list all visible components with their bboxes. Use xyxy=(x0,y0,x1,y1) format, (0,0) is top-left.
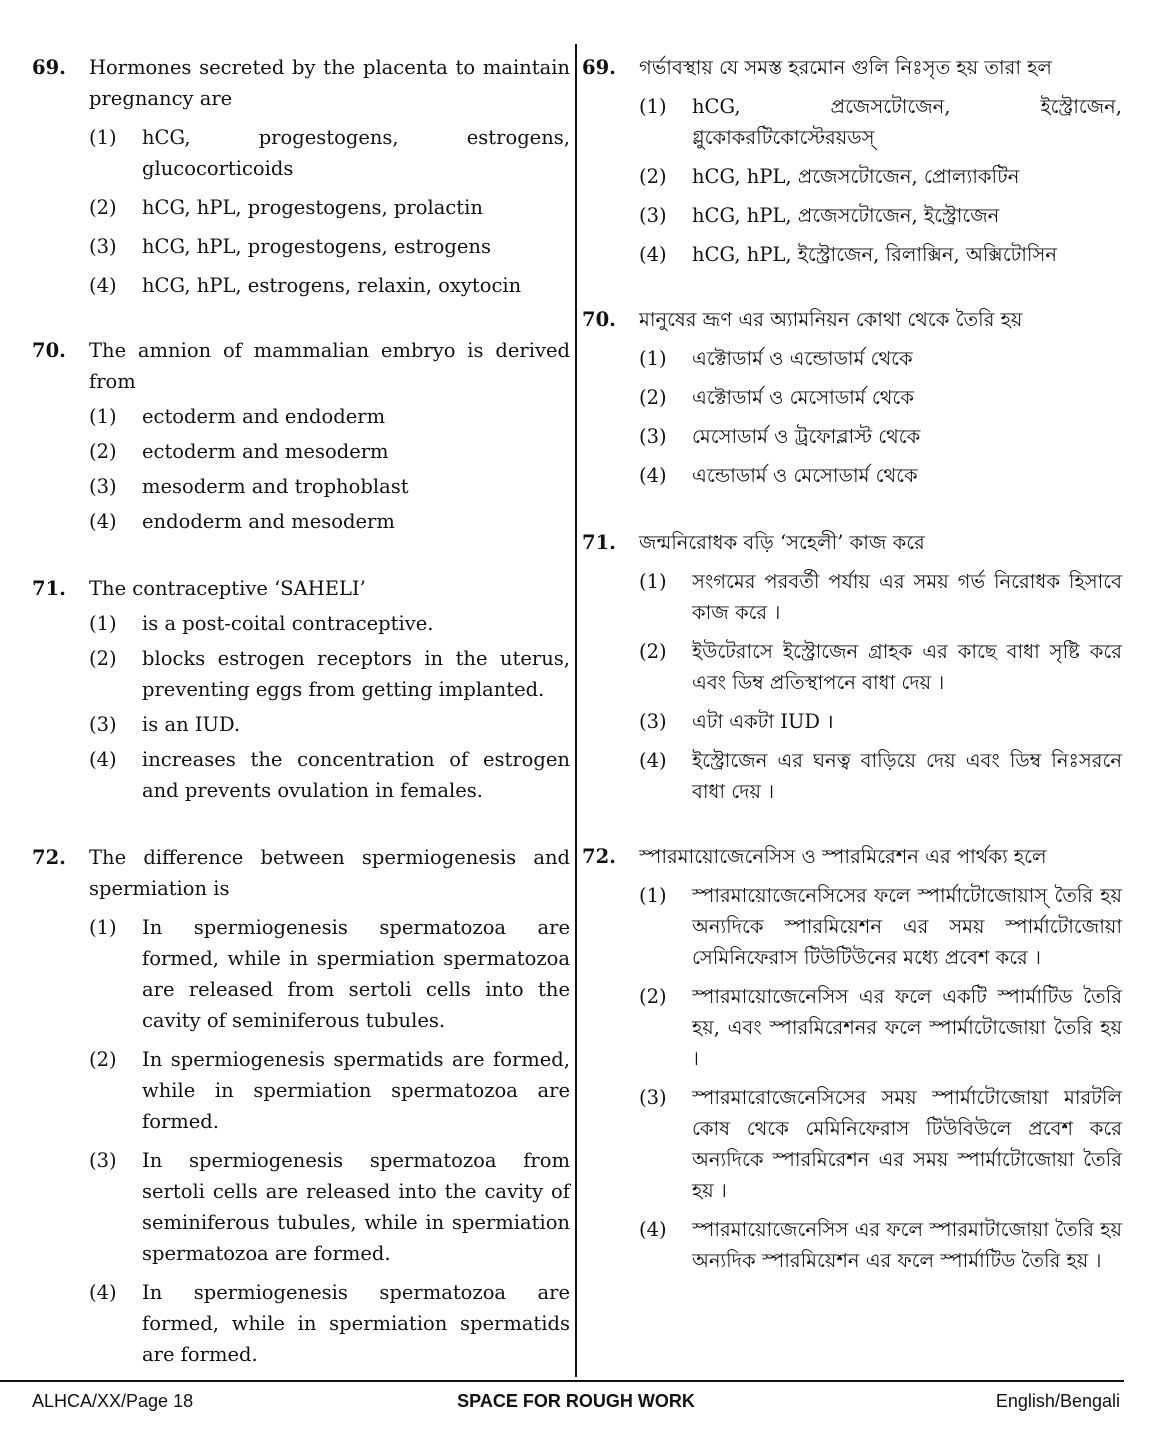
footer-rule xyxy=(0,1380,1124,1382)
option-number: (4) xyxy=(639,1218,667,1241)
option-number: (1) xyxy=(89,612,117,635)
option-text: blocks estrogen receptors in the uterus, preventing eggs from getting implanted. xyxy=(142,647,570,701)
question-text: জন্মনিরোধক বড়ি ‘সহেলী’ কাজ করে xyxy=(639,531,925,554)
option-text: hCG, hPL, প্রজেসটোজেন, ইস্ট্রোজেন xyxy=(692,204,1000,227)
option xyxy=(639,706,1122,737)
option xyxy=(639,239,1122,270)
option-text: মেসোডার্ম ও ট্রফোব্লাস্ট থেকে xyxy=(692,425,921,448)
option xyxy=(89,401,570,432)
column-divider xyxy=(575,44,577,1377)
option-text: In spermiogenesis spermatids are formed, while in spermiation spermatozoa are formed. xyxy=(142,1048,570,1133)
option xyxy=(639,636,1122,698)
option-number: (4) xyxy=(89,510,117,533)
option-number: (2) xyxy=(89,440,117,463)
option-number: (1) xyxy=(89,916,117,939)
option-number: (2) xyxy=(639,640,667,663)
footer-page-code: ALHCA/XX/Page 18 xyxy=(32,1391,194,1411)
option-text: hCG, hPL, প্রজেসটোজেন, প্রোল্যাকটিন xyxy=(692,165,1020,188)
question-number: 69. xyxy=(32,56,66,79)
option-text: এক্টোডার্ম ও মেসোডার্ম থেকে xyxy=(692,386,914,409)
option-number: (1) xyxy=(639,570,667,593)
question-70-bn xyxy=(582,304,1122,491)
option-number: (4) xyxy=(639,243,667,266)
option xyxy=(639,981,1122,1074)
option-text: is an IUD. xyxy=(142,713,241,736)
option xyxy=(89,1145,570,1269)
option xyxy=(639,382,1122,413)
option-text: স্পারমায়োজেনেসিস এর ফলে একটি স্পার্মাটিড তৈরি হয়, এবং স্পারমিরেশনর ফলে স্পার্মাটোজোয়া তৈরি হয় । xyxy=(692,985,1122,1070)
option-number: (4) xyxy=(639,749,667,772)
option-number: (4) xyxy=(639,464,667,487)
option xyxy=(639,343,1122,374)
footer-language: English/Bengali xyxy=(995,1391,1120,1411)
option xyxy=(89,471,570,502)
option xyxy=(639,1214,1122,1276)
option xyxy=(639,745,1122,807)
question-text: মানুষের ভ্রূণ এর অ্যামনিয়ন কোথা থেকে তৈরি হয় xyxy=(639,308,1023,331)
question-71-bn xyxy=(582,527,1122,807)
option-number: (3) xyxy=(89,475,117,498)
question-70-en xyxy=(32,335,570,537)
option-text: hCG, প্রজেসটোজেন, ইস্ট্রোজেন, গ্লুকোকরটিকোস্টেরয়ডস্ xyxy=(692,95,1122,149)
option-text: In spermiogenesis spermatozoa are formed, while in spermiation spermatozoa are released from sertoli cells into the cavity of seminiferous tubules. xyxy=(142,916,570,1032)
question-text: গর্ভাবস্থায় যে সমস্ত হরমোন গুলি নিঃসৃত হয় তারা হল xyxy=(639,56,1052,79)
option xyxy=(89,231,570,262)
option-text: এন্ডোডার্ম ও মেসোডার্ম থেকে xyxy=(692,464,918,487)
question-text: স্পারমায়োজেনেসিস ও স্পারমিরেশন এর পার্থক্য হলে xyxy=(639,845,1047,868)
option-text: increases the concentration of estrogen and prevents ovulation in females. xyxy=(142,748,570,802)
option-number: (1) xyxy=(89,405,117,428)
question-text: The contraceptive ‘SAHELI’ xyxy=(89,577,366,600)
option-text: ectoderm and endoderm xyxy=(142,405,386,428)
question-69-en xyxy=(32,52,570,301)
option-text: ইউটেরাসে ইস্ট্রোজেন গ্রাহক এর কাছে বাধা সৃষ্টি করে এবং ডিম্ব প্রতিস্থাপনে বাধা দেয় । xyxy=(692,640,1122,694)
option-number: (2) xyxy=(89,647,117,670)
option xyxy=(639,880,1122,973)
option-text: hCG, hPL, estrogens, relaxin, oxytocin xyxy=(142,274,522,297)
question-text: Hormones secreted by the placenta to maintain pregnancy are xyxy=(89,56,570,110)
option-number: (1) xyxy=(639,95,667,118)
question-69-bn xyxy=(582,52,1122,270)
option-number: (1) xyxy=(639,884,667,907)
option-text: ectoderm and mesoderm xyxy=(142,440,389,463)
option xyxy=(89,122,570,184)
option xyxy=(89,912,570,1036)
option-text: mesoderm and trophoblast xyxy=(142,475,409,498)
option-number: (2) xyxy=(639,985,667,1008)
option-text: hCG, progestogens, estrogens, glucocorticoids xyxy=(142,126,570,180)
option-text: In spermiogenesis spermatozoa are formed, while in spermiation spermatids are formed. xyxy=(142,1281,570,1366)
bengali-column xyxy=(582,52,1122,1276)
option xyxy=(89,1044,570,1137)
option-number: (3) xyxy=(639,204,667,227)
option-number: (1) xyxy=(639,347,667,370)
option-number: (4) xyxy=(89,1281,117,1304)
option xyxy=(639,200,1122,231)
option xyxy=(89,744,570,806)
question-text: The amnion of mammalian embryo is derived from xyxy=(89,339,570,393)
option xyxy=(639,566,1122,628)
question-number: 71. xyxy=(582,531,616,554)
option xyxy=(639,421,1122,452)
option xyxy=(639,91,1122,153)
option xyxy=(89,709,570,740)
option xyxy=(89,608,570,639)
question-number: 70. xyxy=(582,308,616,331)
option xyxy=(89,643,570,705)
footer-rough-work: SPACE FOR ROUGH WORK xyxy=(457,1391,695,1411)
option-number: (4) xyxy=(89,748,117,771)
option xyxy=(639,460,1122,491)
question-number: 69. xyxy=(582,56,616,79)
option-number: (1) xyxy=(89,126,117,149)
option-text: hCG, hPL, ইস্ট্রোজেন, রিলাক্সিন, অক্সিটোসিন xyxy=(692,243,1057,266)
question-number: 72. xyxy=(32,846,66,869)
question-text: The difference between spermiogenesis and spermiation is xyxy=(89,846,570,900)
option-text: is a post-coital contraceptive. xyxy=(142,612,434,635)
option-text: স্পারমায়োজেনেসিস এর ফলে স্পারমাটাজোয়া তৈরি হয় অন্যদিক স্পারমিয়েশন এর ফলে স্পার্মাটিড তৈরি হয় । xyxy=(692,1218,1122,1272)
question-number: 71. xyxy=(32,577,66,600)
option-text: এটা একটা IUD । xyxy=(692,710,834,733)
option xyxy=(639,161,1122,192)
option-number: (3) xyxy=(89,713,117,736)
option-number: (2) xyxy=(639,386,667,409)
option-text: hCG, hPL, progestogens, estrogens xyxy=(142,235,491,258)
option-text: endoderm and mesoderm xyxy=(142,510,395,533)
option-text: সংগমের পরবর্তী পর্যায় এর সময় গর্ভ নিরোধক হিসাবে কাজ করে । xyxy=(692,570,1122,624)
option-number: (3) xyxy=(639,425,667,448)
option-number: (3) xyxy=(89,1149,117,1172)
option-number: (4) xyxy=(89,274,117,297)
option xyxy=(89,270,570,301)
option-text: ইস্ট্রোজেন এর ঘনত্ব বাড়িয়ে দেয় এবং ডিম্ব নিঃসরনে বাধা দেয় । xyxy=(692,749,1122,803)
option xyxy=(639,1082,1122,1206)
option-number: (2) xyxy=(639,165,667,188)
option-text: hCG, hPL, progestogens, prolactin xyxy=(142,196,483,219)
option-text: In spermiogenesis spermatozoa from sertoli cells are released into the cavity of seminiferous tubules, while in spermiation spermatozoa are formed. xyxy=(142,1149,570,1265)
option-number: (3) xyxy=(639,1086,667,1109)
option xyxy=(89,436,570,467)
question-72-bn xyxy=(582,841,1122,1276)
option xyxy=(89,1277,570,1370)
question-number: 72. xyxy=(582,845,616,868)
option-number: (2) xyxy=(89,196,117,219)
english-column xyxy=(32,52,570,1370)
question-71-en xyxy=(32,573,570,806)
option xyxy=(89,192,570,223)
option-number: (3) xyxy=(639,710,667,733)
option xyxy=(89,506,570,537)
question-number: 70. xyxy=(32,339,66,362)
option-text: স্পারমারোজেনেসিসের সময় স্পার্মাটোজোয়া মারটলি কোষ থেকে মেমিনিফেরাস টিউবিউলে প্রবেশ করে অন্যদিকে স্পারমিরেশন এর সময় স্পার্মাটোজোয়া তৈরি হয় । xyxy=(692,1086,1122,1202)
option-text: এক্টোডার্ম ও এন্ডোডার্ম থেকে xyxy=(692,347,913,370)
option-number: (2) xyxy=(89,1048,117,1071)
option-text: স্পারমায়োজেনেসিসের ফলে স্পার্মাটোজোয়াস্ তৈরি হয় অন্যদিকে স্পারমিয়েশন এর সময় স্পার্মাটোজোয়া সেমিনিফেরাস টিউটিউনের মধ্যে প্রবেশ করে । xyxy=(692,884,1122,969)
question-72-en xyxy=(32,842,570,1370)
option-number: (3) xyxy=(89,235,117,258)
